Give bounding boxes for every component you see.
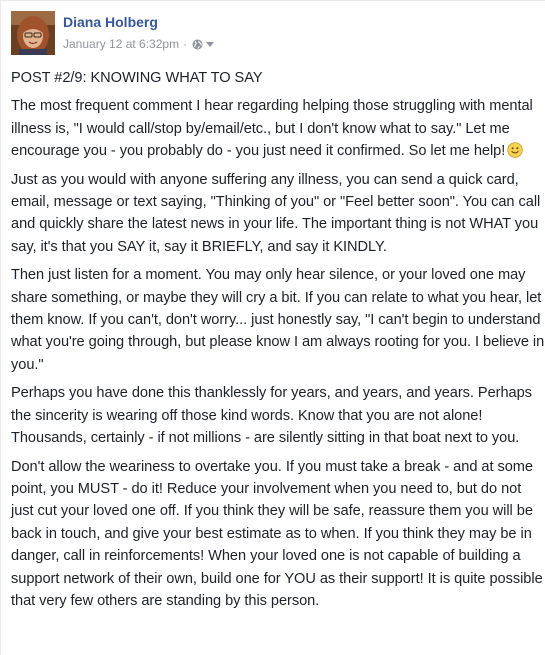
paragraph-3: Then just listen for a moment. You may only hear silence, or your loved one may share something, or maybe they will cry a bit. If you can relate to what you hear, let them know. If you can't, don't worry... just honestly say, "I can't begin to understand what you're going through, but please know I am always rooting for you. I believe in you." [11, 267, 545, 373]
post-header [1, 1, 545, 59]
avatar[interactable] [11, 11, 55, 55]
paragraph-2: Just as you would with anyone suffering any illness, you can send a quick card, email, message or text saying, "Thinking of you" or "Feel better soon". You can call and quickly share the latest news in your life. The important thing is not WHAT you say, it's that you SAY it, say it BRIEFLY, and say it KINDLY. [11, 171, 541, 255]
post-body [11, 67, 545, 618]
globe-icon[interactable] [192, 39, 203, 50]
paragraph-4: Perhaps you have done this thanklessly for years, and years, and years. Perhaps the sincerity is wearing off those kind words. Know that you are not alone! Thousands, certainly - if not millions - are silently sitting in that boat next to you. [11, 385, 532, 447]
author-name-link[interactable]: Diana Holberg [63, 14, 158, 30]
meta-separator: · [183, 37, 188, 51]
post-title: POST #2/9: KNOWING WHAT TO SAY [11, 70, 263, 86]
avatar-photo [11, 11, 55, 55]
post-timestamp-link[interactable]: January 12 at 6:32pm [63, 37, 180, 51]
post-meta [63, 37, 214, 51]
paragraph-1-text: The most frequent comment I hear regarding helping those struggling with mental illness is, "I would call/stop by/email/etc., but I don't know what to say." Let me encourage you - you probably do - you just need it confirmed. So let me help! [11, 98, 533, 160]
caret-down-icon[interactable] [206, 42, 214, 47]
smile-emoji-icon [507, 142, 523, 158]
paragraph-5: Don't allow the weariness to overtake you. If you must take a break - and at some point, you MUST - do it! Reduce your involvement when you need to, but do not just cut your loved one off. If you think they will be safe, reassure them you will be back in touch, and give your best estimate as to when. If you think they may be in danger, call in reinforcements! When your loved one is not capable of building a support network of their own, build one for YOU as their support! It is quite possible that very few others are standing by this person. [11, 458, 543, 609]
paragraph-1 [11, 95, 545, 162]
